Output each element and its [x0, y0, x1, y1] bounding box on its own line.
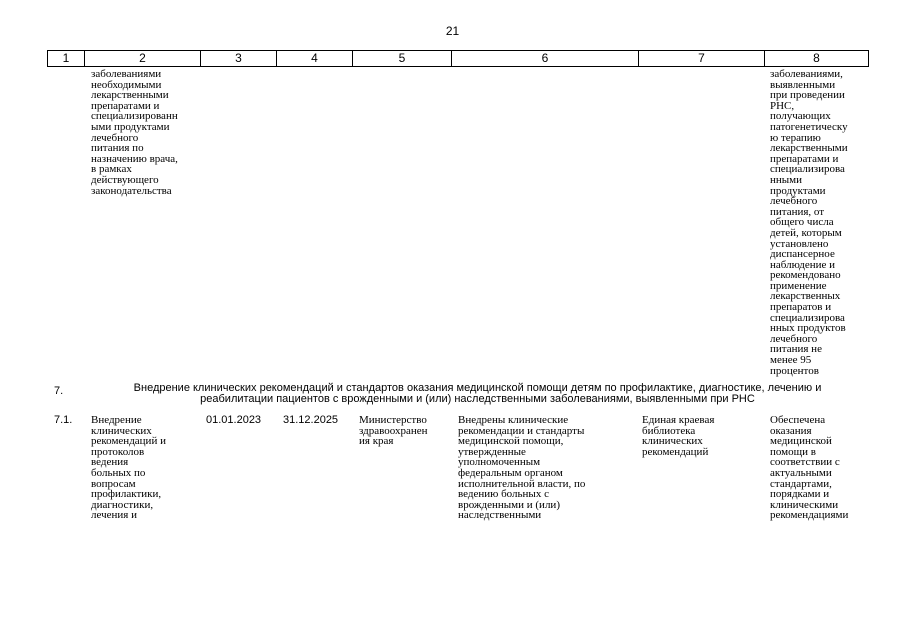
section-number: 7. — [54, 385, 64, 397]
header-col-5: 5 — [353, 51, 452, 66]
continuation-col-2-text: заболеваниями необходимыми лекарственными препаратами и специализированн ыми продуктами лечебного питания по назначению врача, в рамках действующего законодательства — [91, 68, 178, 197]
row-number: 7.1. — [54, 414, 73, 426]
row-start-date: 01.01.2023 — [206, 414, 262, 426]
header-col-8: 8 — [813, 51, 820, 65]
row-result: Внедрены клинические рекомендации и стандарты медицинской помощи, утвержденные уполномоченным федеральным органом исполнительной власти, по ведению больных с врожденными и (или) наследственными — [458, 414, 586, 522]
header-col-3: 3 — [201, 51, 277, 66]
table-header-row — [47, 50, 869, 67]
row-information-system: Единая краевая библиотека клинических рекомендаций — [642, 414, 715, 458]
row-indicator: Обеспечена оказания медицинской помощи в соответствии с актуальными стандартами, порядками и клиническими рекомендациями — [770, 414, 849, 522]
row-executor: Министерство здравоохранен ия края — [359, 414, 428, 448]
section-title: Внедрение клинических рекомендаций и стандартов оказания медицинской помощи детям по профилактике, диагностике, лечению и реабилитации пациентов с врожденными и (или) наследственными заболеваниями, выявленными при РНС — [133, 382, 822, 405]
row-name: Внедрение клинических рекомендаций и протоколов ведения больных по вопросам профилактики, диагностики, лечения и — [91, 414, 166, 522]
header-col-7: 7 — [639, 51, 765, 66]
continuation-col-8-text: заболеваниями, выявленными при проведении РНС, получающих патогенетическу ю терапию лекарственными препаратами и специализирова нными продуктами лечебного питания, от общего числа детей, которым установлено диспансерное наблюдение и рекомендовано применение лекарственных препаратов и специализирова нных продуктов лечебного питания не менее 95 процентов — [770, 68, 848, 377]
row-end-date: 31.12.2025 — [283, 414, 339, 426]
header-col-4: 4 — [277, 51, 353, 66]
header-col-1: 1 — [48, 51, 85, 66]
page-number: 21 — [445, 24, 460, 38]
header-col-6: 6 — [452, 51, 639, 66]
header-col-2: 2 — [85, 51, 201, 66]
